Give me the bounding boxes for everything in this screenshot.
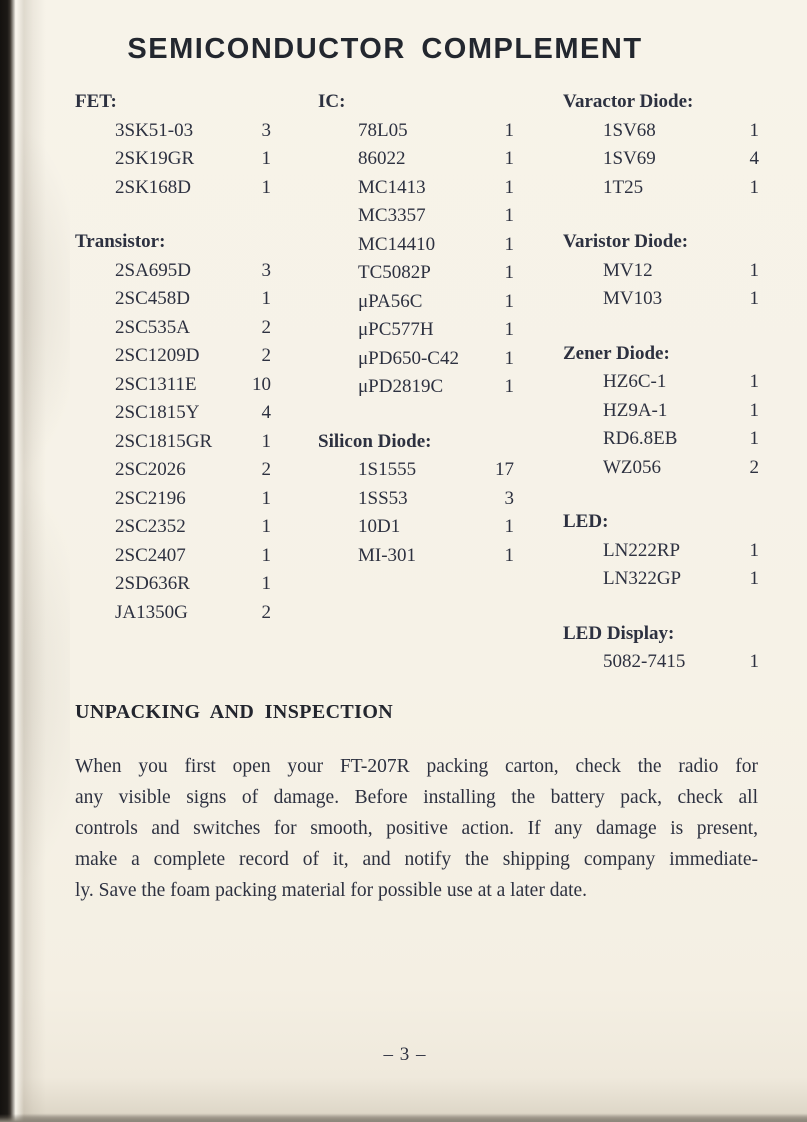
part-qty: 1 xyxy=(261,288,271,309)
part-name: MV12 xyxy=(603,259,653,281)
part-qty: 1 xyxy=(504,347,514,369)
page-bottom-edge xyxy=(0,1114,807,1122)
part-qty: 1 xyxy=(749,651,759,672)
part-qty: 1 xyxy=(504,119,514,141)
part-row xyxy=(318,174,514,203)
part-row xyxy=(75,117,271,146)
part-name: 2SD636R xyxy=(115,573,190,594)
part-row xyxy=(318,316,514,345)
part-name: 2SA695D xyxy=(115,259,192,281)
part-name: 2SC458D xyxy=(115,288,190,309)
part-qty: 3 xyxy=(504,487,514,509)
section-heading: LED: xyxy=(563,511,609,532)
part-qty: 1 xyxy=(504,319,514,340)
paragraph-line: any visible signs of damage. Before installing the battery pack, check all xyxy=(75,787,758,808)
part-qty: 1 xyxy=(261,516,271,537)
part-qty: 1 xyxy=(504,176,514,198)
part-name: 1T25 xyxy=(603,176,644,198)
part-row xyxy=(318,231,514,260)
part-row xyxy=(75,285,271,314)
part-name: WZ056 xyxy=(603,456,662,478)
part-qty: 1 xyxy=(749,539,759,561)
part-name: JA1350G xyxy=(115,601,188,623)
part-qty: 1 xyxy=(504,376,514,397)
section-heading: Varistor Diode: xyxy=(563,231,689,252)
paragraph-line: When you first open your FT-207R packing carton, check the radio for xyxy=(75,756,758,777)
part-qty: 1 xyxy=(749,371,759,392)
book-spine-edge xyxy=(0,0,46,1122)
part-qty: 3 xyxy=(261,259,271,281)
part-qty: 1 xyxy=(261,487,271,509)
part-row xyxy=(318,485,514,514)
part-name: μPD2819C xyxy=(358,376,444,397)
part-qty: 2 xyxy=(749,456,759,478)
part-qty: 1 xyxy=(749,176,759,198)
part-row xyxy=(318,456,514,485)
unpacking-heading: UNPACKING AND INSPECTION xyxy=(75,701,394,723)
part-row xyxy=(75,456,271,485)
part-name: 2SC2026 xyxy=(115,459,186,480)
part-row xyxy=(318,288,514,317)
unpacking-paragraph xyxy=(75,751,758,906)
part-qty: 1 xyxy=(261,573,271,594)
part-row xyxy=(318,542,514,571)
paragraph-line: ly. Save the foam packing material for possible use at a later date. xyxy=(75,880,588,901)
part-name: 2SC1815GR xyxy=(115,430,213,452)
part-name: 1S1555 xyxy=(358,459,417,480)
part-name: 5082-7415 xyxy=(603,651,686,672)
part-name: 2SK168D xyxy=(115,176,192,198)
part-qty: 1 xyxy=(504,148,514,169)
paragraph-line: make a complete record of it, and notify the shipping company immediate- xyxy=(75,849,758,870)
part-qty: 1 xyxy=(749,119,759,141)
part-qty: 2 xyxy=(261,316,271,338)
part-qty: 1 xyxy=(261,430,271,452)
part-qty: 10 xyxy=(252,373,271,395)
part-row xyxy=(318,513,514,542)
part-name: 2SC1209D xyxy=(115,345,200,366)
part-qty: 1 xyxy=(504,544,514,566)
part-row xyxy=(75,371,271,400)
page-number: – 3 – xyxy=(383,1044,427,1065)
section-heading: Silicon Diode: xyxy=(318,430,432,452)
part-row xyxy=(563,368,759,397)
part-row xyxy=(75,399,271,428)
paper-crease-shading xyxy=(0,0,70,1122)
part-qty: 1 xyxy=(749,259,759,281)
part-row xyxy=(75,314,271,343)
part-qty: 1 xyxy=(504,233,514,255)
part-qty: 4 xyxy=(749,148,759,169)
part-name: 2SC2407 xyxy=(115,544,186,566)
part-name: 78L05 xyxy=(358,119,408,141)
part-qty: 1 xyxy=(504,516,514,537)
part-row xyxy=(75,513,271,542)
part-name: 2SC2196 xyxy=(115,487,186,509)
page-title: SEMICONDUCTOR COMPLEMENT xyxy=(127,33,643,65)
part-name: μPC577H xyxy=(358,319,434,340)
part-qty: 1 xyxy=(749,568,759,589)
part-name: MC14410 xyxy=(358,233,436,255)
part-name: μPA56C xyxy=(358,290,423,312)
part-row xyxy=(75,145,271,174)
part-name: LN222RP xyxy=(603,539,681,561)
section-heading: Varactor Diode: xyxy=(563,91,694,112)
paragraph-line: controls and switches for smooth, positive action. If any damage is present, xyxy=(75,818,758,839)
part-qty: 17 xyxy=(495,459,514,480)
parts-column-3 xyxy=(563,88,759,677)
part-name: 2SK19GR xyxy=(115,148,195,169)
part-qty: 1 xyxy=(261,148,271,169)
part-row xyxy=(75,485,271,514)
part-qty: 1 xyxy=(261,176,271,198)
part-name: 3SK51-03 xyxy=(115,119,194,141)
part-name: MV103 xyxy=(603,288,663,309)
part-name: μPD650-C42 xyxy=(358,347,459,369)
part-name: TC5082P xyxy=(358,262,431,283)
section-heading: Transistor: xyxy=(75,231,166,252)
part-name: MC3357 xyxy=(358,205,426,226)
part-row xyxy=(318,373,514,402)
part-qty: 2 xyxy=(261,601,271,623)
part-qty: 2 xyxy=(261,459,271,480)
part-name: 1SV68 xyxy=(603,119,656,141)
part-name: 2SC1815Y xyxy=(115,402,200,423)
part-row xyxy=(75,257,271,286)
part-row xyxy=(563,537,759,566)
part-name: 10D1 xyxy=(358,516,401,537)
part-row xyxy=(318,345,514,374)
part-row xyxy=(563,145,759,174)
part-qty: 1 xyxy=(749,428,759,449)
part-name: 2SC1311E xyxy=(115,373,197,395)
part-name: 86022 xyxy=(358,148,406,169)
part-name: 2SC2352 xyxy=(115,516,186,537)
part-qty: 1 xyxy=(504,262,514,283)
part-qty: 1 xyxy=(261,544,271,566)
part-qty: 2 xyxy=(261,345,271,366)
part-row xyxy=(75,570,271,599)
parts-column-1 xyxy=(75,88,271,627)
section-heading: FET: xyxy=(75,91,117,112)
parts-column-2 xyxy=(318,88,514,570)
part-qty: 1 xyxy=(749,288,759,309)
part-row xyxy=(318,145,514,174)
part-row xyxy=(318,117,514,146)
part-name: MC1413 xyxy=(358,176,426,198)
part-name: RD6.8EB xyxy=(603,428,678,449)
part-qty: 3 xyxy=(261,119,271,141)
part-row xyxy=(318,202,514,231)
part-name: MI-301 xyxy=(358,544,417,566)
part-row xyxy=(75,428,271,457)
part-name: HZ9A-1 xyxy=(603,399,668,421)
part-name: 1SV69 xyxy=(603,148,656,169)
part-name: LN322GP xyxy=(603,568,682,589)
part-row xyxy=(563,174,759,203)
part-qty: 4 xyxy=(261,402,271,423)
section-heading: IC: xyxy=(318,91,346,112)
part-row xyxy=(563,565,759,594)
part-row xyxy=(563,117,759,146)
part-row xyxy=(75,342,271,371)
part-name: HZ6C-1 xyxy=(603,371,667,392)
part-row xyxy=(563,285,759,314)
part-row xyxy=(563,397,759,426)
part-row xyxy=(75,174,271,203)
part-row xyxy=(318,259,514,288)
part-row xyxy=(75,599,271,628)
part-qty: 1 xyxy=(504,290,514,312)
part-row xyxy=(75,542,271,571)
part-name: 1SS53 xyxy=(358,487,408,509)
part-name: 2SC535A xyxy=(115,316,190,338)
part-row xyxy=(563,425,759,454)
part-qty: 1 xyxy=(749,399,759,421)
part-qty: 1 xyxy=(504,205,514,226)
section-heading: LED Display: xyxy=(563,622,675,644)
part-row xyxy=(563,648,759,677)
section-heading: Zener Diode: xyxy=(563,342,670,364)
part-row xyxy=(563,257,759,286)
part-row xyxy=(563,454,759,483)
